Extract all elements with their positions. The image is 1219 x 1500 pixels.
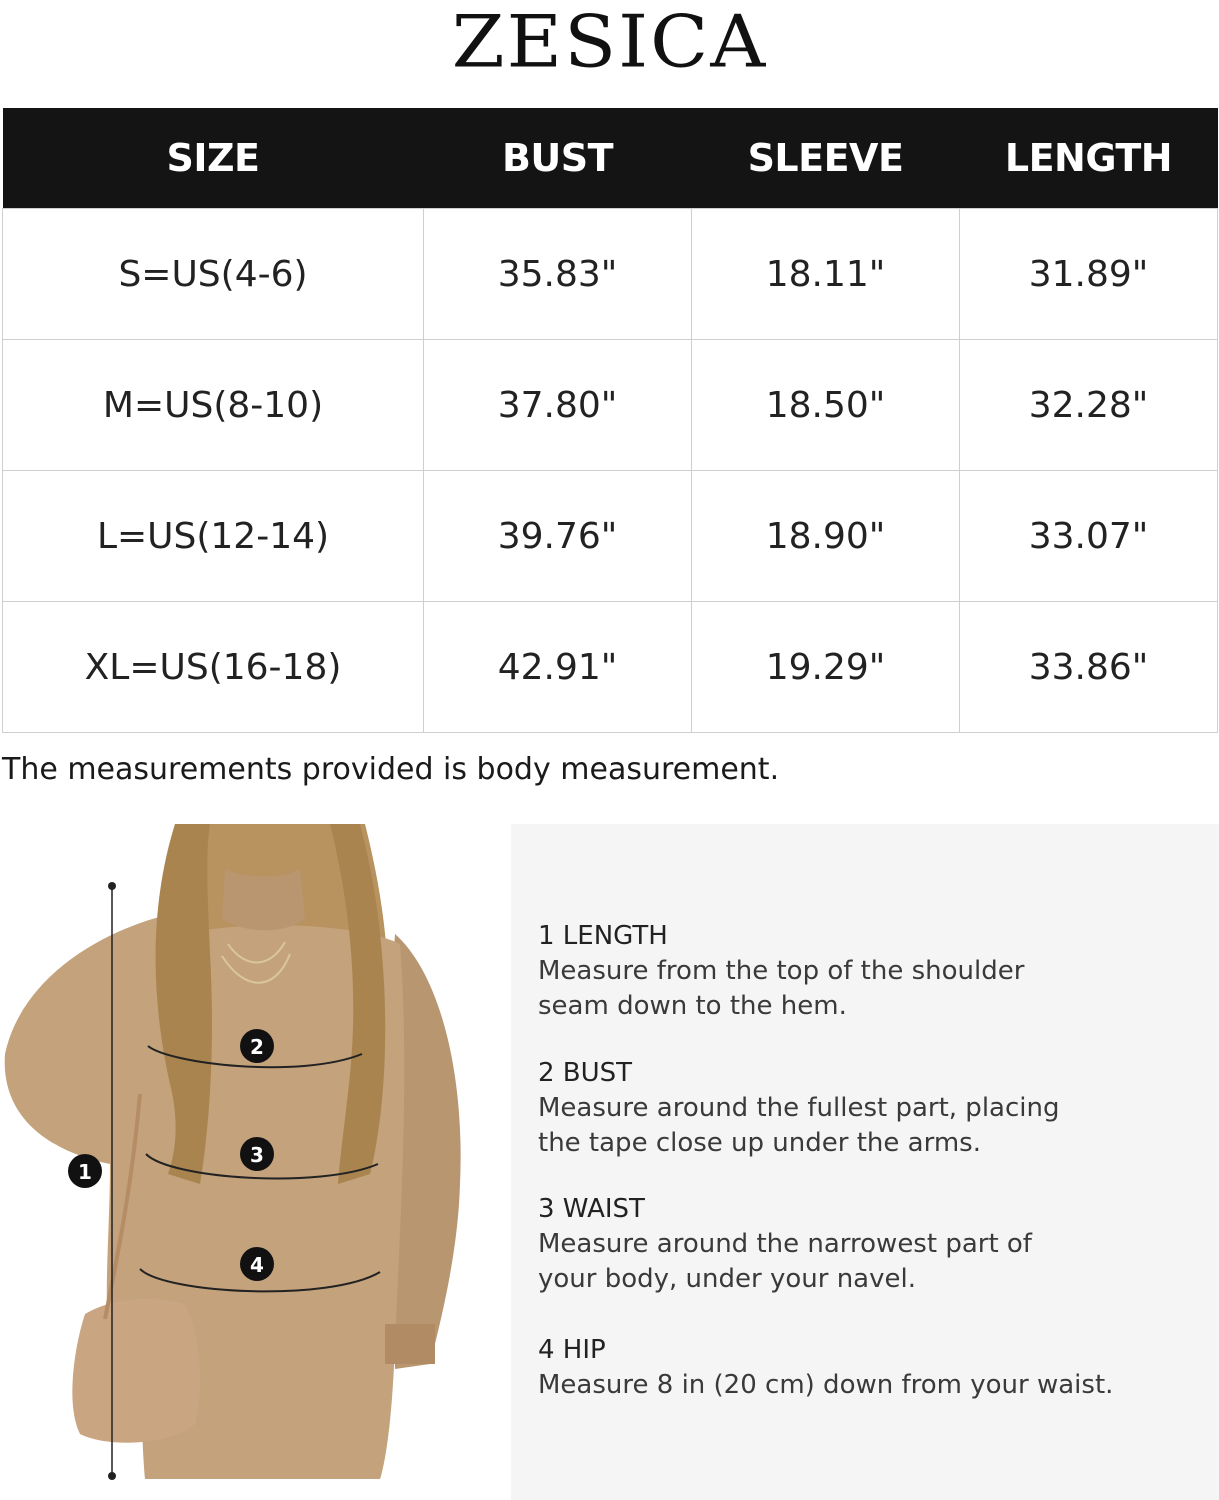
marker-4 — [240, 1247, 274, 1281]
table-row — [3, 340, 1218, 471]
svg-text:2: 2 — [250, 1035, 264, 1059]
bust-cell: 42.91" — [424, 602, 692, 733]
length-cell: 31.89" — [960, 209, 1218, 340]
header-length: LENGTH — [960, 108, 1218, 209]
guide-title: 1 LENGTH — [538, 921, 668, 951]
marker-1 — [68, 1154, 102, 1188]
table-row — [3, 471, 1218, 602]
measurement-guide-panel — [511, 824, 1219, 1500]
brand-logo: ZESICA — [451, 0, 768, 84]
guide-bust — [538, 1055, 1178, 1161]
guide-line: your body, under your navel. — [538, 1264, 916, 1294]
guide-title: 4 HIP — [538, 1335, 606, 1365]
size-cell: M=US(8-10) — [3, 340, 424, 471]
guide-line: seam down to the hem. — [538, 991, 847, 1021]
svg-text:3: 3 — [250, 1143, 264, 1167]
sleeve-cell: 18.11" — [692, 209, 960, 340]
guide-description — [538, 954, 1178, 1024]
guide-line: Measure around the narrowest part of — [538, 1229, 1032, 1259]
header-size: SIZE — [3, 108, 424, 209]
bust-cell: 39.76" — [424, 471, 692, 602]
marker-2 — [240, 1029, 274, 1063]
length-cell: 33.07" — [960, 471, 1218, 602]
measurement-note: The measurements provided is body measurement. — [2, 752, 780, 787]
sleeve-cell: 18.90" — [692, 471, 960, 602]
bust-cell: 37.80" — [424, 340, 692, 471]
svg-text:4: 4 — [250, 1253, 264, 1277]
size-cell: XL=US(16-18) — [3, 602, 424, 733]
guide-title: 3 WAIST — [538, 1194, 645, 1224]
size-chart-table — [2, 108, 1218, 733]
guide-description — [538, 1091, 1178, 1161]
table-header-row — [3, 108, 1218, 209]
svg-text:1: 1 — [78, 1160, 92, 1184]
guide-line: Measure from the top of the shoulder — [538, 956, 1025, 986]
sleeve-cell: 19.29" — [692, 602, 960, 733]
header-sleeve: SLEEVE — [692, 108, 960, 209]
length-cell: 32.28" — [960, 340, 1218, 471]
table-row — [3, 209, 1218, 340]
header-bust: BUST — [424, 108, 692, 209]
length-cell: 33.86" — [960, 602, 1218, 733]
guide-line: Measure 8 in (20 cm) down from your waist. — [538, 1370, 1114, 1400]
sweater-dress-illustration — [0, 824, 470, 1500]
table-row — [3, 602, 1218, 733]
guide-title: 2 BUST — [538, 1058, 633, 1088]
marker-3 — [240, 1137, 274, 1171]
guide-line: the tape close up under the arms. — [538, 1128, 981, 1158]
guide-description — [538, 1368, 1178, 1403]
bust-cell: 35.83" — [424, 209, 692, 340]
model-figure — [0, 824, 470, 1500]
guide-length — [538, 918, 1178, 1024]
guide-hip — [538, 1332, 1178, 1403]
guide-waist — [538, 1191, 1178, 1297]
size-cell: L=US(12-14) — [3, 471, 424, 602]
guide-line: Measure around the fullest part, placing — [538, 1093, 1060, 1123]
sleeve-cell: 18.50" — [692, 340, 960, 471]
size-cell: S=US(4-6) — [3, 209, 424, 340]
guide-description — [538, 1227, 1178, 1297]
